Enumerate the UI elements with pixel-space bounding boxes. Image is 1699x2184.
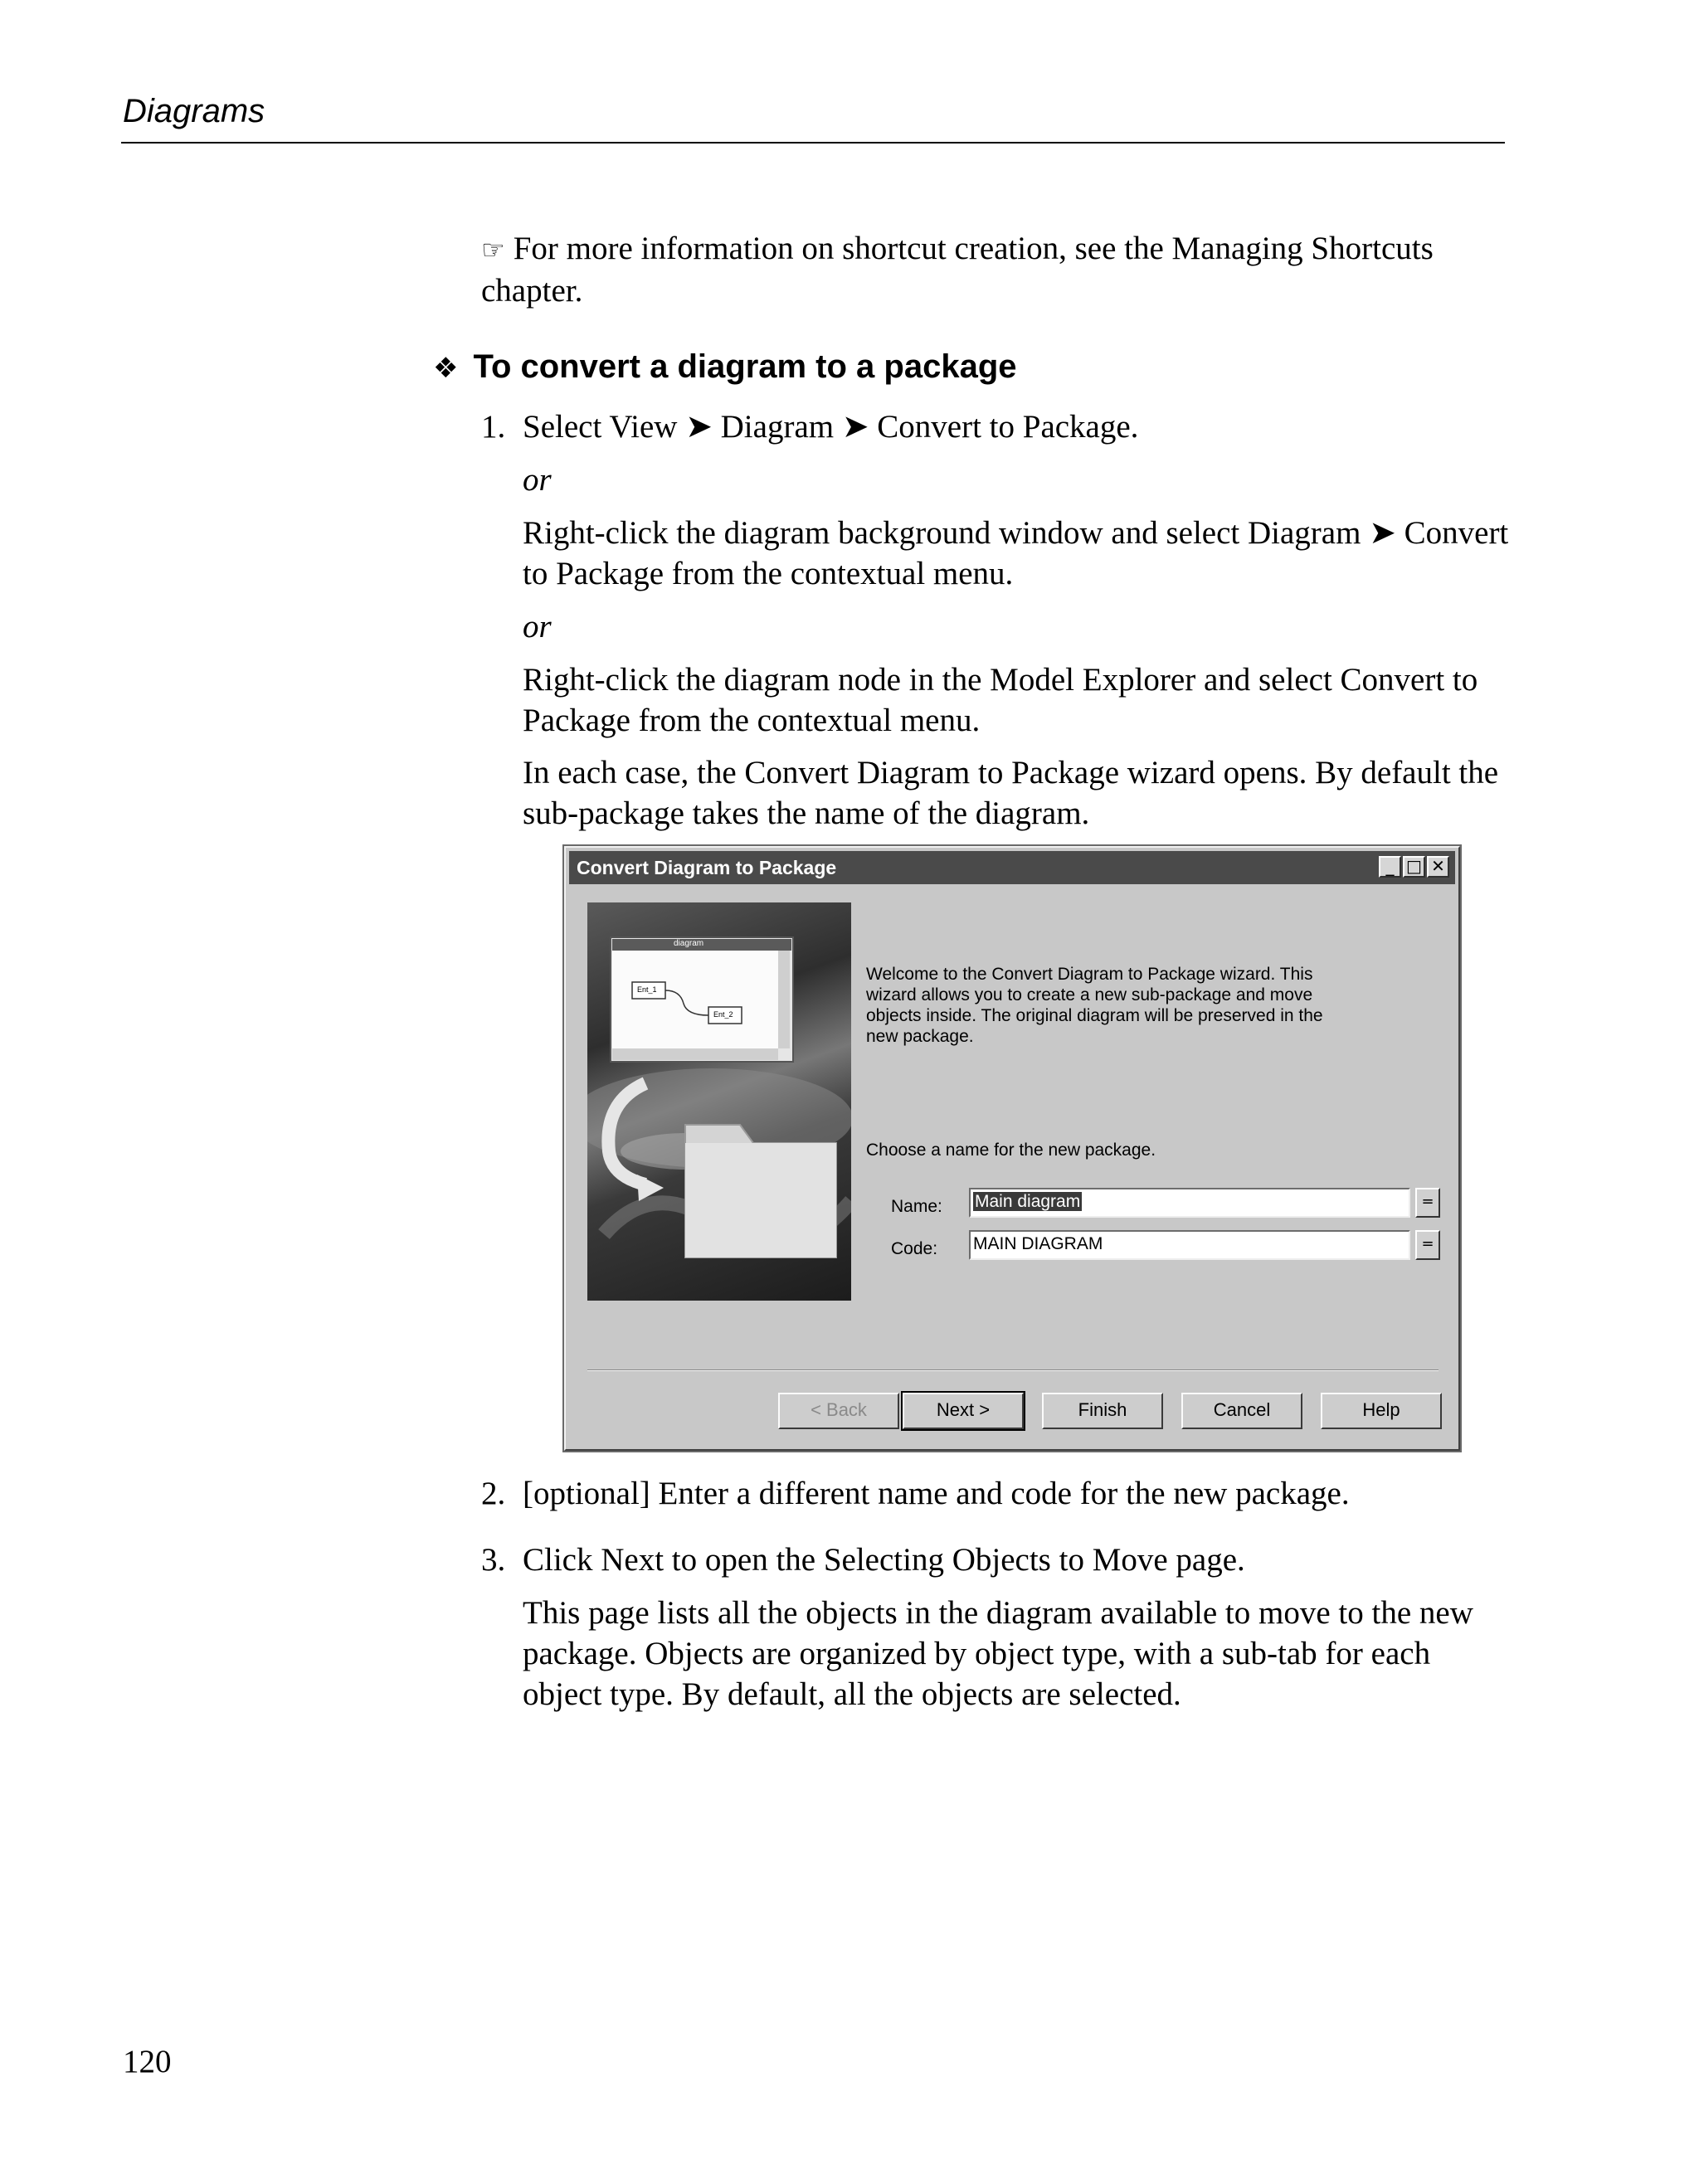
step-text: Select View ➤ Diagram ➤ Convert to Package. [523,409,1139,445]
procedure-heading [433,347,1017,388]
or-text: or [523,609,552,644]
step-number: 3. [481,1542,506,1578]
name-field[interactable] [969,1188,1410,1218]
mini-entity-label: Ent_1 [637,985,657,994]
name-label: Name: [891,1197,942,1216]
dialog-separator [587,1369,1439,1371]
header-rule [121,142,1505,143]
four-diamond-bullet-icon: ❖ [433,352,459,385]
close-icon[interactable]: ✕ [1427,856,1449,878]
step-text: Click Next to open the Selecting Objects to Move page. [523,1542,1245,1578]
note-paragraph [481,228,1510,311]
mini-entity-label: Ent_2 [713,1010,733,1019]
back-button[interactable]: < Back [778,1393,899,1429]
step-alt-text: Right-click the diagram background window and select Diagram ➤ Convert to Package from the contextual menu. [523,515,1509,591]
step-result-text: In each case, the Convert Diagram to Package wizard opens. By default the sub-package takes the name of the diagram. [523,755,1499,831]
name-equals-button[interactable]: = [1415,1188,1440,1218]
pointing-hand-icon: ☞ [481,234,505,265]
step-alt-text: Right-click the diagram node in the Model Explorer and select Convert to Package from the contextual menu. [523,662,1478,738]
wizard-illustration [587,902,851,1301]
code-field[interactable]: MAIN DIAGRAM [969,1230,1410,1260]
help-button[interactable]: Help [1321,1393,1442,1429]
code-equals-button[interactable]: = [1415,1230,1440,1260]
convert-diagram-dialog [564,846,1460,1451]
page-number: 120 [123,2044,172,2079]
mini-window-title: diagram [674,939,704,948]
maximize-icon[interactable]: □ [1403,856,1425,878]
name-value: Main diagram [975,1192,1081,1211]
note-text: For more information on shortcut creation, see the Managing Shortcuts chapter. [481,231,1434,309]
running-head: Diagrams [123,93,265,129]
minimize-icon[interactable]: _ [1379,856,1401,878]
dialog-titlebar [569,851,1455,884]
dialog-title: Convert Diagram to Package [577,857,837,878]
cancel-button[interactable]: Cancel [1181,1393,1302,1429]
finish-button[interactable]: Finish [1042,1393,1163,1429]
step-detail-text: This page lists all the objects in the diagram available to move to the new package. Objects are organized by object type, with a sub-tab for each object type. By default, all the objects are selected. [523,1595,1473,1712]
code-label: Code: [891,1239,938,1258]
next-button[interactable]: Next > [903,1393,1024,1429]
procedure-title: To convert a diagram to a package [473,348,1017,385]
step-text: [optional] Enter a different name and code for the new package. [523,1476,1350,1511]
or-text: or [523,462,552,498]
step-number: 1. [481,409,506,445]
welcome-text: Welcome to the Convert Diagram to Package wizard. This wizard allows you to create a new sub-package and move objects inside. The original diagram will be preserved in the new package. [866,965,1323,1046]
step-number: 2. [481,1476,506,1511]
choose-name-label: Choose a name for the new package. [866,1141,1156,1160]
